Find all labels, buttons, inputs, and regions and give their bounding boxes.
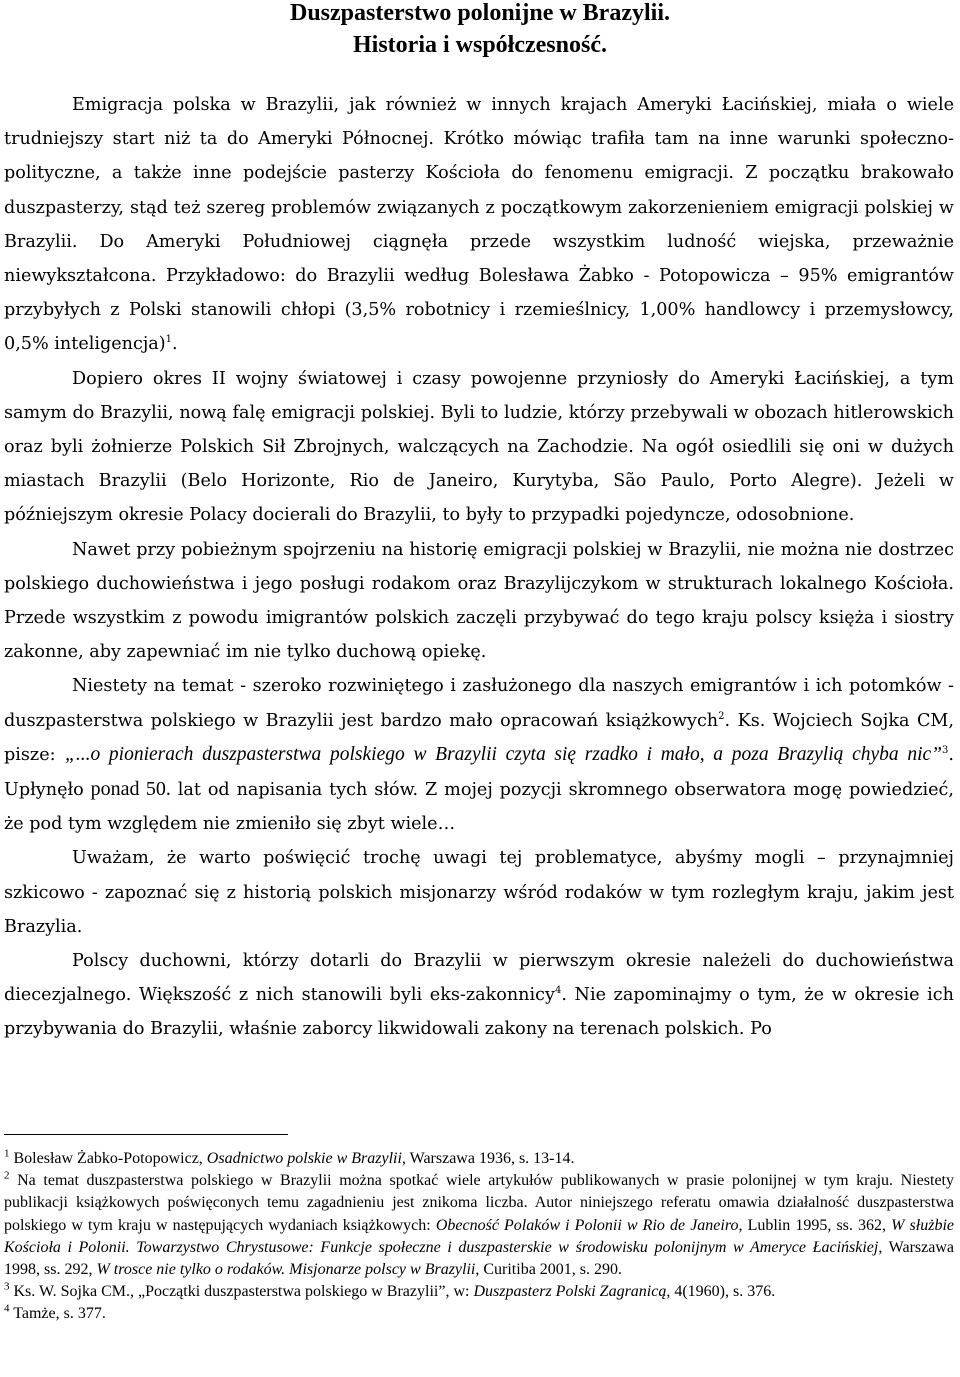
paragraph-4-text-b: . Ks. Wojciech Sojka CM, pisze: xyxy=(4,710,955,765)
sojka-quote: „...o pionierach duszpasterstwa polskiego w Brazylii czyta się rzadko i mało, a poza Brazylią chyba nic” xyxy=(64,743,943,765)
footnote-2-text-b: , Lublin 1995, ss. 362, xyxy=(738,1216,892,1234)
paragraph-4-text-c: . Upłynęło xyxy=(4,744,954,801)
paragraph-1-text: Emigracja polska w Brazylii, jak również w innych krajach Ameryki Łacińskiej, miała o wiele trudniejszy start niż ta do Ameryki Północnej. Krótko mówiąc trafiła tam na inne warunki społeczno-polityczne, a także inne podejście pasterzy Kościoła do fenomenu emigracji. Z początku brakowało duszpasterzy, stąd też szereg problemów związanych z początkowym zakorzenieniem emigracji polskiej w Brazylii. Do Ameryki Południowej ciągnęła przede wszystkim ludność wiejska, przeważnie niewykształcona. Przykładowo: do Brazylii według Bolesława Żabko - Potopowicza – 95% emigrantów przybyłych z Polski stanowili chłopi (3,5% robotnicy i rzemieślnicy, 1,00% handlowcy i przemysłowcy, 0,5% inteligencja) xyxy=(4,95,954,355)
footnote-2-title-1: Obecność Polaków i Polonii w Rio de Janeiro xyxy=(435,1216,739,1234)
paragraph-4-text: Niestety na temat - szeroko rozwiniętego i zasłużonego dla naszych emigrantów i ich potomków - duszpasterstwa polskiego w Brazylii jest bardzo mało opracowań książkowych xyxy=(4,676,954,731)
paragraph-4 xyxy=(4,669,954,841)
paragraph-6-text: Polscy duchowni, którzy dotarli do Brazylii w pierwszym okresie należeli do duchowieństwa diecezjalnego. Większość z nich stanowili byli eks-zakonnicy xyxy=(4,951,954,1006)
document-title-line-2: Historia i współczesność. xyxy=(353,32,607,58)
footnote-ref-1: 1 xyxy=(165,334,173,346)
paragraph-6-text-b: . Nie zapominajmy o tym, że w okresie ich przybywania do Brazylii, właśnie zaborcy likwidowali zakony na terenach polskich. Po xyxy=(4,985,954,1040)
footnote-1 xyxy=(4,1148,954,1170)
footnote-ref-4: 4 xyxy=(554,985,562,997)
footnote-3-text-b: , 4(1960), s. 376. xyxy=(666,1283,776,1301)
document-title-line-1: Duszpasterstwo polonijne w Brazylii. xyxy=(290,0,670,26)
footnote-2-number: 2 xyxy=(4,1169,10,1182)
paragraph-3: Nawet przy pobieżnym spojrzeniu na historię emigracji polskiej w Brazylii, nie można nie dostrzec polskiego duchowieństwa i jego posługi rodakom oraz Brazylijczykom w strukturach lokalnego Kościoła. Przede wszystkim z powodu imigrantów polskich zaczęli przybywać do tego kraju polscy księża i siostry zakonne, aby zapewniać im nie tylko duchową opiekę. xyxy=(4,539,954,663)
footnote-2-title-3: W trosce nie tylko o rodaków. Misjonarze polscy w Brazylii xyxy=(96,1261,476,1279)
footnote-3-text: Ks. W. Sojka CM., „Początki duszpasterstwa polskiego w Brazylii”, w: xyxy=(9,1283,474,1301)
document-body xyxy=(4,88,954,1047)
footnote-ref-3: 3 xyxy=(942,745,949,756)
paragraph-4-text-c2: ponad 50. xyxy=(90,778,171,801)
footnote-2 xyxy=(4,1170,954,1281)
paragraph-1 xyxy=(4,88,954,362)
footnote-4-text: Tamże, s. 377. xyxy=(9,1305,106,1323)
footnote-3 xyxy=(4,1281,954,1303)
paragraph-4-text-d: lat od napisania tych słów. Z mojej pozycji skromnego obserwatora mogę powiedzieć, że pod tym względem nie zmieniło się zbyt wiele… xyxy=(4,780,954,835)
footnote-2-text: Na temat duszpasterstwa polskiego w Brazylii można spotkać wiele artykułów publikowanych w prasie polonijnej w tym kraju. Niestety publikacji książkowych poświęconych temu zagadnieniu jest znikoma liczba. Autor niniejszego referatu omawia działalność duszpasterstwa polskiego w tym kraju w następujących wydaniach książkowych: xyxy=(4,1172,954,1234)
footnote-2-title-2: W służbie Kościoła i Polonii. Towarzystwo Chrystusowe: Funkcje społeczne i duszpasterskie w środowisku polonijnym w Ameryce Łacińskiej xyxy=(4,1216,955,1256)
paragraph-5: Uważam, że warto poświęcić trochę uwagi tej problematyce, abyśmy mogli – przynajmniej szkicowo - zapoznać się z historią polskich misjonarzy wśród rodaków w tym rozległym kraju, jakim jest Brazylia. xyxy=(4,848,954,937)
footnote-1-number: 1 xyxy=(4,1147,10,1160)
footnote-2-text-c: , Warszawa 1998, ss. 292, xyxy=(4,1238,955,1279)
footnote-3-title: Duszpasterz Polski Zagranicą xyxy=(473,1283,667,1301)
paragraph-2: Dopiero okres II wojny światowej i czasy powojenne przyniosły do Ameryki Łacińskiej, a tym samym do Brazylii, nową falę emigracji polskiej. Byli to ludzie, którzy przebywali w obozach hitlerowskich oraz byli żołnierze Polskich Sił Zbrojnych, walczących na Zachodzie. Na ogół osiedlili się oni w dużych miastach Brazylii (Belo Horizonte, Rio de Janeiro, Kurytyba, São Paulo, Porto Alegre). Jeżeli w późniejszym okresie Polacy docierali do Brazylii, to były to przypadki pojedyncze, odosobnione. xyxy=(4,368,954,526)
footnote-1-text: Bolesław Żabko-Potopowicz, xyxy=(9,1150,207,1167)
footnote-1-text-b: Warszawa 1936, s. 13-14. xyxy=(405,1150,575,1167)
footnote-2-text-d: , Curitiba 2001, s. 290. xyxy=(475,1261,623,1279)
footnote-separator xyxy=(4,1134,288,1135)
paragraph-1-end: . xyxy=(172,334,178,355)
footnote-3-number: 3 xyxy=(4,1280,10,1293)
footnote-4-number: 4 xyxy=(4,1303,10,1316)
footnote-ref-2: 2 xyxy=(718,710,725,722)
paragraph-6 xyxy=(4,944,954,1047)
footnotes xyxy=(4,1148,954,1326)
footnote-4 xyxy=(4,1303,954,1325)
footnote-1-title: Osadnictwo polskie w Brazylii, xyxy=(206,1150,406,1167)
